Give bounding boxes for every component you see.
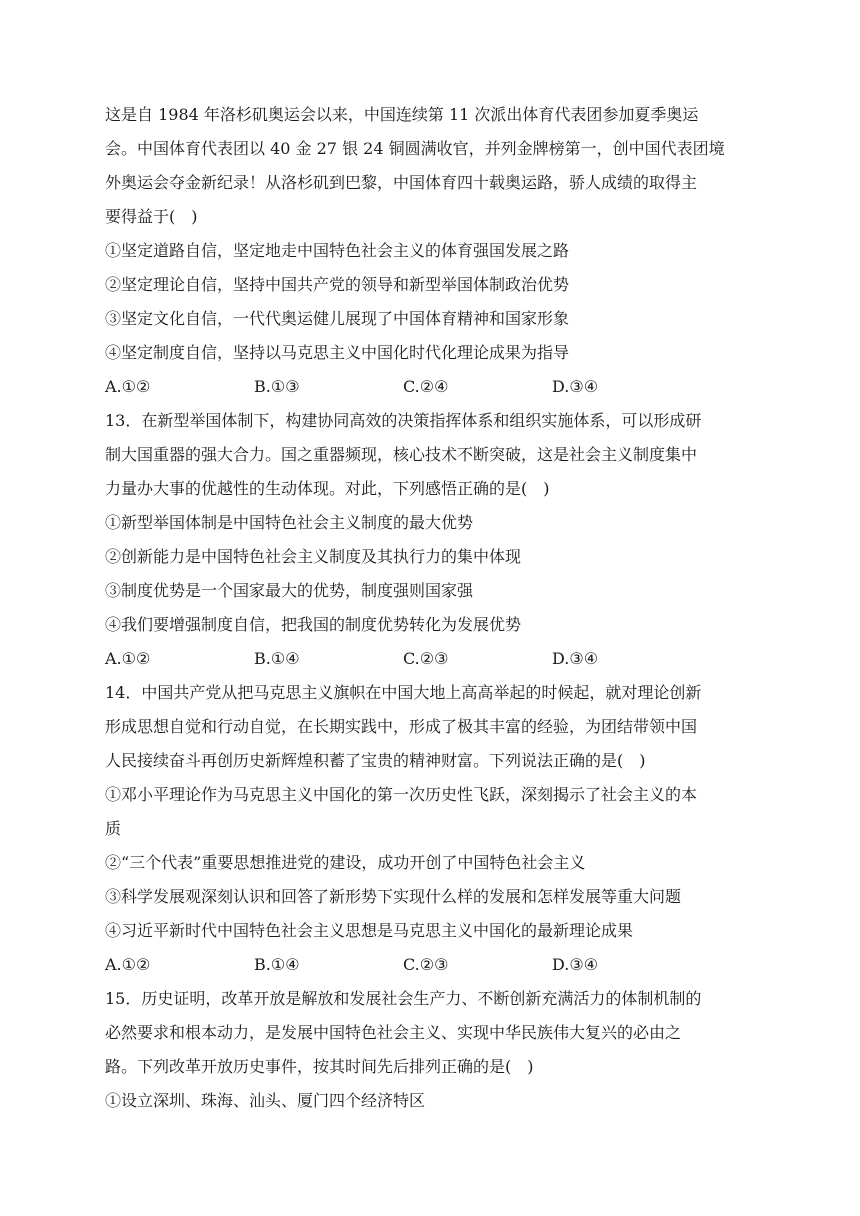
question-stem-line: 人民接续奋斗再创历史新辉煌积蓄了宝贵的精神财富。下列说法正确的是( ) (105, 751, 646, 770)
question-13 (105, 404, 753, 676)
statement-item: ①设立深圳、珠海、汕头、厦门四个经济特区 (105, 1091, 426, 1110)
option-a: A.①② (105, 955, 151, 974)
answer-options (105, 642, 753, 676)
statement-item: ④坚定制度自信，坚持以马克思主义中国化时代化理论成果为指导 (105, 343, 570, 362)
option-a: A.①② (105, 377, 151, 396)
question-14 (105, 676, 753, 982)
statement-item: ④习近平新时代中国特色社会主义思想是马克思主义中国化的最新理论成果 (105, 921, 634, 940)
statement-item: ②创新能力是中国特色社会主义制度及其执行力的集中体现 (105, 547, 522, 566)
answer-options (105, 948, 753, 982)
question-stem-line: 制大国重器的强大合力。国之重器频现，核心技术不断突破，这是社会主义制度集中 (105, 445, 698, 464)
statement-item: ③坚定文化自信，一代代奥运健儿展现了中国体育精神和国家形象 (105, 309, 570, 328)
option-b: B.①④ (254, 649, 300, 668)
question-stem-line: 外奥运会夺金新纪录！从洛杉矶到巴黎，中国体育四十载奥运路，骄人成绩的取得主 (105, 173, 698, 192)
question-stem-line: 15．历史证明，改革开放是解放和发展社会生产力、不断创新充满活力的体制机制的 (105, 989, 702, 1008)
statement-item: ①新型举国体制是中国特色社会主义制度的最大优势 (105, 513, 474, 532)
statement-item: 质 (105, 819, 122, 838)
option-d: D.③④ (552, 955, 599, 974)
statement-item: ①坚定道路自信，坚定地走中国特色社会主义的体育强国发展之路 (105, 241, 570, 260)
question-stem-line: 力量办大事的优越性的生动体现。对此，下列感悟正确的是( ) (105, 479, 550, 498)
question-12 (105, 98, 753, 404)
option-d: D.③④ (552, 377, 599, 396)
question-stem-line: 必然要求和根本动力，是发展中国特色社会主义、实现中华民族伟大复兴的必由之 (105, 1023, 682, 1042)
statement-item: ①邓小平理论作为马克思主义中国化的第一次历史性飞跃，深刻揭示了社会主义的本 (105, 785, 698, 804)
question-stem-line: 14．中国共产党从把马克思主义旗帜在中国大地上高高举起的时候起，就对理论创新 (105, 683, 702, 702)
statement-item: ③科学发展观深刻认识和回答了新形势下实现什么样的发展和怎样发展等重大问题 (105, 887, 682, 906)
question-stem-line: 会。中国体育代表团以 40 金 27 银 24 铜圆满收官，并列金牌榜第一，创中国代表团境 (105, 139, 725, 158)
option-c: C.②③ (403, 649, 449, 668)
question-stem-line: 这是自 1984 年洛杉矶奥运会以来，中国连续第 11 次派出体育代表团参加夏季奥运 (105, 105, 699, 124)
option-b: B.①③ (254, 377, 300, 396)
statement-item: ②坚定理论自信，坚持中国共产党的领导和新型举国体制政治优势 (105, 275, 570, 294)
statement-item: ④我们要增强制度自信，把我国的制度优势转化为发展优势 (105, 615, 522, 634)
question-stem-line: 要得益于( ) (105, 207, 198, 226)
option-d: D.③④ (552, 649, 599, 668)
statement-item: ③制度优势是一个国家最大的优势，制度强则国家强 (105, 581, 474, 600)
answer-options (105, 370, 753, 404)
question-stem-line: 路。下列改革开放历史事件，按其时间先后排列正确的是( ) (105, 1057, 534, 1076)
option-c: C.②④ (403, 377, 449, 396)
question-15 (105, 982, 753, 1118)
statement-item: ②“三个代表”重要思想推进党的建设，成功开创了中国特色社会主义 (105, 853, 586, 872)
option-b: B.①④ (254, 955, 300, 974)
option-c: C.②③ (403, 955, 449, 974)
page-content (105, 98, 753, 1118)
option-a: A.①② (105, 649, 151, 668)
question-stem-line: 形成思想自觉和行动自觉，在长期实践中，形成了极其丰富的经验，为团结带领中国 (105, 717, 698, 736)
question-stem-line: 13．在新型举国体制下，构建协同高效的决策指挥体系和组织实施体系，可以形成研 (105, 411, 702, 430)
